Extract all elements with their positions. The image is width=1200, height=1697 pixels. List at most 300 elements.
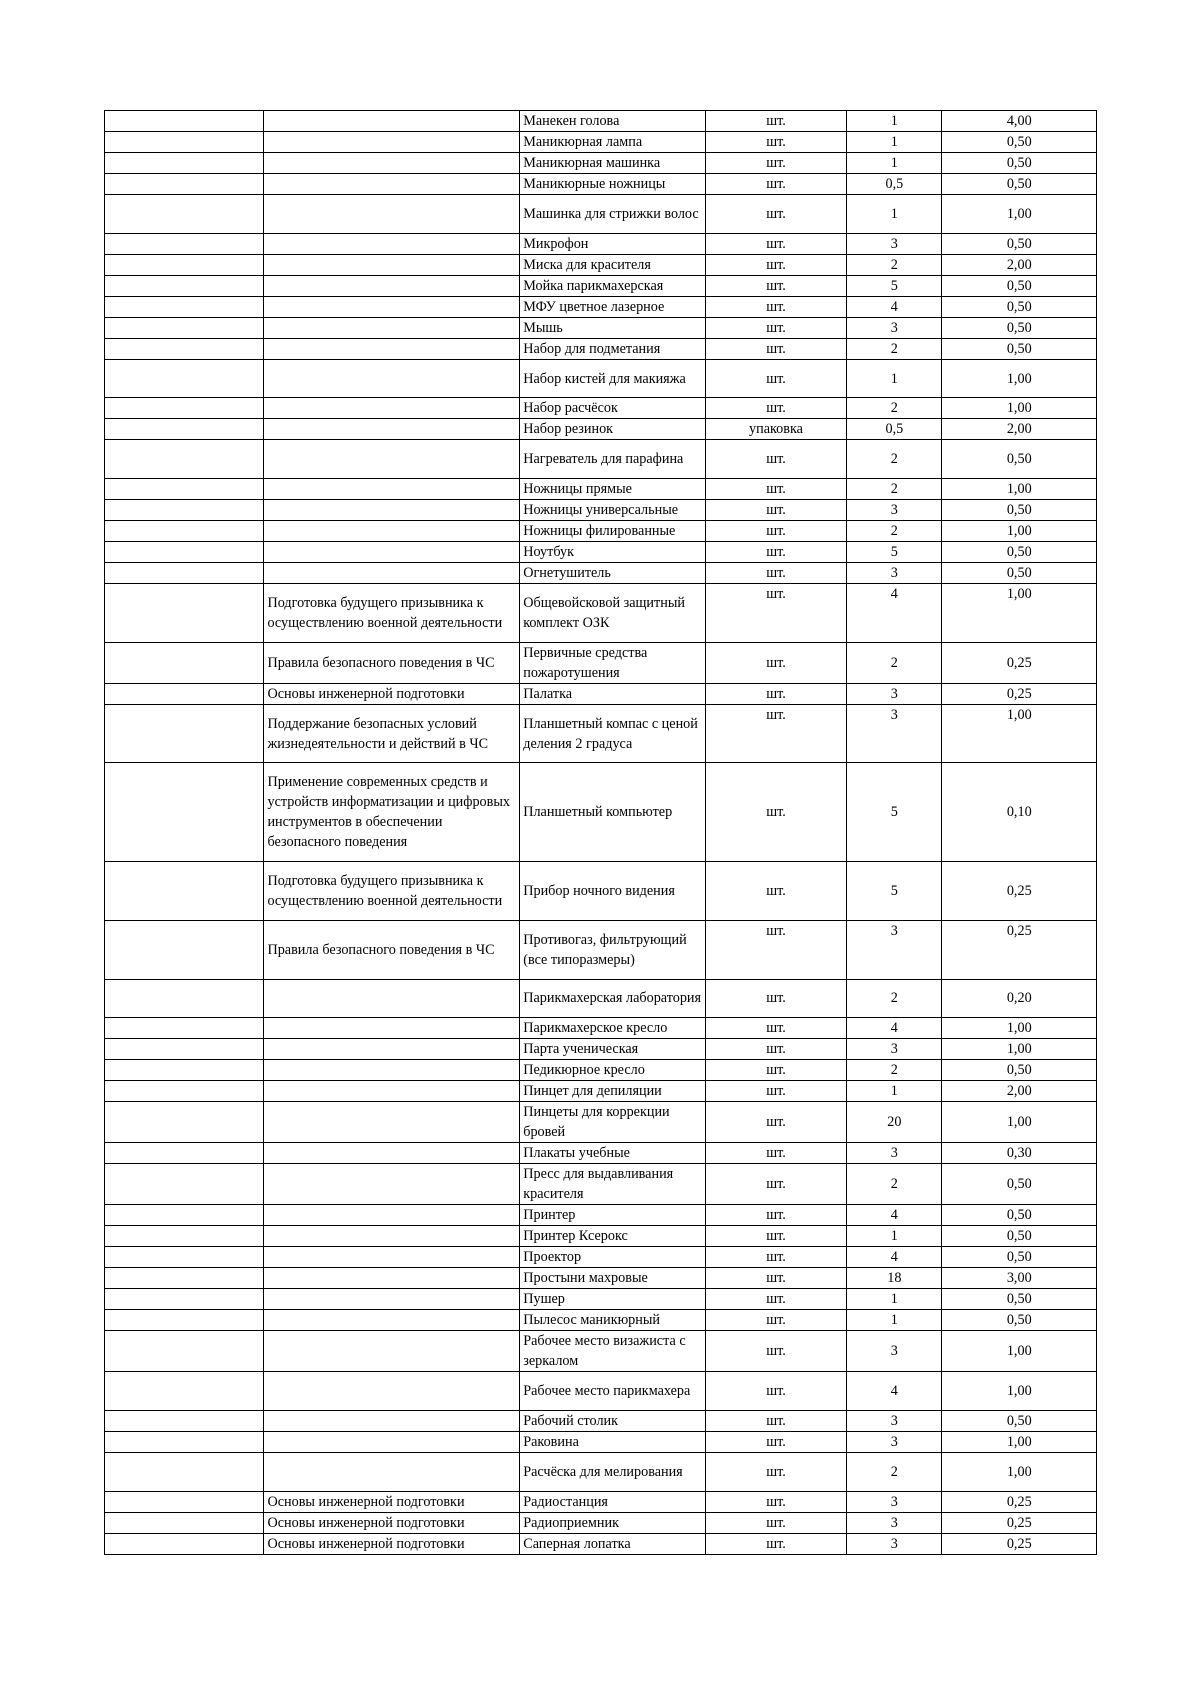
quantity-cell: 4: [847, 1372, 942, 1411]
table-row: [105, 254, 1097, 275]
row-index-cell: [105, 233, 264, 254]
unit-cell: шт.: [705, 440, 846, 479]
item-name-cell: Планшетный компьютер: [520, 763, 706, 862]
coefficient-cell: 0,50: [942, 317, 1097, 338]
section-cell: [264, 174, 520, 195]
row-index-cell: [105, 317, 264, 338]
quantity-cell: 5: [847, 763, 942, 862]
row-index-cell: [105, 1164, 264, 1205]
coefficient-cell: 0,25: [942, 1533, 1097, 1554]
quantity-cell: 18: [847, 1268, 942, 1289]
table-row: [105, 338, 1097, 359]
section-cell: [264, 338, 520, 359]
row-index-cell: [105, 1512, 264, 1533]
unit-cell: шт.: [705, 1331, 846, 1372]
unit-cell: шт.: [705, 1372, 846, 1411]
item-name-cell: Радиоприемник: [520, 1512, 706, 1533]
unit-cell: шт.: [705, 1289, 846, 1310]
item-name-cell: Маникюрная лампа: [520, 132, 706, 153]
item-name-cell: Манекен голова: [520, 111, 706, 132]
row-index-cell: [105, 398, 264, 419]
table-row: [105, 1039, 1097, 1060]
section-cell: [264, 479, 520, 500]
item-name-cell: Пинцет для депиляции: [520, 1081, 706, 1102]
item-name-cell: Саперная лопатка: [520, 1533, 706, 1554]
item-name-cell: Парикмахерское кресло: [520, 1018, 706, 1039]
quantity-cell: 0,5: [847, 174, 942, 195]
table-row: [105, 763, 1097, 862]
unit-cell: шт.: [705, 1410, 846, 1431]
row-index-cell: [105, 1247, 264, 1268]
unit-cell: шт.: [705, 1205, 846, 1226]
unit-cell: шт.: [705, 338, 846, 359]
row-index-cell: [105, 862, 264, 921]
item-name-cell: Пылесос маникюрный: [520, 1310, 706, 1331]
coefficient-cell: 3,00: [942, 1268, 1097, 1289]
item-name-cell: Рабочее место визажиста с зеркалом: [520, 1331, 706, 1372]
table-row: [105, 1247, 1097, 1268]
quantity-cell: 3: [847, 500, 942, 521]
row-index-cell: [105, 500, 264, 521]
unit-cell: шт.: [705, 704, 846, 763]
unit-cell: шт.: [705, 1452, 846, 1491]
table-row: [105, 683, 1097, 704]
coefficient-cell: 1,00: [942, 1102, 1097, 1143]
quantity-cell: 5: [847, 542, 942, 563]
item-name-cell: Пушер: [520, 1289, 706, 1310]
section-cell: [264, 419, 520, 440]
coefficient-cell: 0,50: [942, 153, 1097, 174]
section-cell: [264, 195, 520, 234]
coefficient-cell: 1,00: [942, 1331, 1097, 1372]
row-index-cell: [105, 1205, 264, 1226]
unit-cell: шт.: [705, 1268, 846, 1289]
table-row: [105, 979, 1097, 1018]
row-index-cell: [105, 1060, 264, 1081]
quantity-cell: 1: [847, 153, 942, 174]
row-index-cell: [105, 1226, 264, 1247]
row-index-cell: [105, 1039, 264, 1060]
quantity-cell: 1: [847, 359, 942, 398]
item-name-cell: МФУ цветное лазерное: [520, 296, 706, 317]
item-name-cell: Машинка для стрижки волос: [520, 195, 706, 234]
table-row: [105, 1018, 1097, 1039]
table-row: [105, 584, 1097, 643]
coefficient-cell: 1,00: [942, 1431, 1097, 1452]
quantity-cell: 1: [847, 132, 942, 153]
table-row: [105, 1331, 1097, 1372]
coefficient-cell: 0,50: [942, 542, 1097, 563]
section-cell: Правила безопасного поведения в ЧС: [264, 920, 520, 979]
coefficient-cell: 0,50: [942, 132, 1097, 153]
item-name-cell: Проектор: [520, 1247, 706, 1268]
row-index-cell: [105, 1289, 264, 1310]
quantity-cell: 4: [847, 296, 942, 317]
unit-cell: шт.: [705, 521, 846, 542]
row-index-cell: [105, 1533, 264, 1554]
quantity-cell: 1: [847, 1226, 942, 1247]
row-index-cell: [105, 419, 264, 440]
table-row: [105, 1081, 1097, 1102]
quantity-cell: 3: [847, 704, 942, 763]
unit-cell: шт.: [705, 1039, 846, 1060]
section-cell: Основы инженерной подготовки: [264, 1512, 520, 1533]
coefficient-cell: 0,50: [942, 1310, 1097, 1331]
quantity-cell: 5: [847, 862, 942, 921]
quantity-cell: 4: [847, 1205, 942, 1226]
quantity-cell: 1: [847, 111, 942, 132]
quantity-cell: 2: [847, 521, 942, 542]
table-row: [105, 542, 1097, 563]
table-row: [105, 1289, 1097, 1310]
section-cell: [264, 1310, 520, 1331]
unit-cell: шт.: [705, 296, 846, 317]
quantity-cell: 2: [847, 479, 942, 500]
table-row: [105, 1268, 1097, 1289]
unit-cell: шт.: [705, 317, 846, 338]
item-name-cell: Первичные средства пожаротушения: [520, 642, 706, 683]
coefficient-cell: 0,50: [942, 275, 1097, 296]
coefficient-cell: 1,00: [942, 704, 1097, 763]
quantity-cell: 3: [847, 683, 942, 704]
unit-cell: шт.: [705, 479, 846, 500]
row-index-cell: [105, 153, 264, 174]
item-name-cell: Мойка парикмахерская: [520, 275, 706, 296]
coefficient-cell: 0,50: [942, 1205, 1097, 1226]
unit-cell: шт.: [705, 1431, 846, 1452]
row-index-cell: [105, 296, 264, 317]
table-row: [105, 317, 1097, 338]
table-row: [105, 1452, 1097, 1491]
table-row: [105, 862, 1097, 921]
item-name-cell: Педикюрное кресло: [520, 1060, 706, 1081]
section-cell: Основы инженерной подготовки: [264, 1533, 520, 1554]
coefficient-cell: 0,20: [942, 979, 1097, 1018]
item-name-cell: Набор резинок: [520, 419, 706, 440]
quantity-cell: 3: [847, 1431, 942, 1452]
item-name-cell: Противогаз, фильтрующий (все типоразмеры): [520, 920, 706, 979]
section-cell: [264, 1102, 520, 1143]
unit-cell: шт.: [705, 1102, 846, 1143]
quantity-cell: 3: [847, 317, 942, 338]
item-name-cell: Маникюрные ножницы: [520, 174, 706, 195]
row-index-cell: [105, 275, 264, 296]
coefficient-cell: 1,00: [942, 359, 1097, 398]
coefficient-cell: 0,50: [942, 233, 1097, 254]
table-row: [105, 500, 1097, 521]
row-index-cell: [105, 1018, 264, 1039]
table-row: [105, 153, 1097, 174]
row-index-cell: [105, 111, 264, 132]
table-row: [105, 233, 1097, 254]
section-cell: [264, 132, 520, 153]
coefficient-cell: 0,25: [942, 1491, 1097, 1512]
item-name-cell: Раковина: [520, 1431, 706, 1452]
table-row: [105, 1205, 1097, 1226]
coefficient-cell: 0,50: [942, 1247, 1097, 1268]
item-name-cell: Ножницы филированные: [520, 521, 706, 542]
item-name-cell: Палатка: [520, 683, 706, 704]
coefficient-cell: 0,30: [942, 1143, 1097, 1164]
section-cell: [264, 1143, 520, 1164]
unit-cell: шт.: [705, 1143, 846, 1164]
unit-cell: упаковка: [705, 419, 846, 440]
equipment-table: [104, 110, 1097, 1555]
section-cell: [264, 254, 520, 275]
row-index-cell: [105, 338, 264, 359]
coefficient-cell: 0,50: [942, 174, 1097, 195]
table-row: [105, 1431, 1097, 1452]
section-cell: [264, 979, 520, 1018]
unit-cell: шт.: [705, 398, 846, 419]
item-name-cell: Принтер: [520, 1205, 706, 1226]
table-row: [105, 359, 1097, 398]
item-name-cell: Ноутбук: [520, 542, 706, 563]
coefficient-cell: 1,00: [942, 584, 1097, 643]
section-cell: [264, 317, 520, 338]
table-row: [105, 111, 1097, 132]
section-cell: [264, 359, 520, 398]
quantity-cell: 2: [847, 338, 942, 359]
coefficient-cell: 0,25: [942, 862, 1097, 921]
table-row: [105, 398, 1097, 419]
section-cell: [264, 1039, 520, 1060]
unit-cell: шт.: [705, 642, 846, 683]
item-name-cell: Ножницы прямые: [520, 479, 706, 500]
item-name-cell: Огнетушитель: [520, 563, 706, 584]
row-index-cell: [105, 1431, 264, 1452]
table-row: [105, 419, 1097, 440]
table-row: [105, 440, 1097, 479]
unit-cell: шт.: [705, 153, 846, 174]
coefficient-cell: 1,00: [942, 1039, 1097, 1060]
item-name-cell: Расчёска для мелирования: [520, 1452, 706, 1491]
section-cell: [264, 500, 520, 521]
equipment-table-body: [105, 111, 1097, 1555]
quantity-cell: 1: [847, 1289, 942, 1310]
item-name-cell: Общевойсковой защитный комплект ОЗК: [520, 584, 706, 643]
section-cell: [264, 111, 520, 132]
row-index-cell: [105, 542, 264, 563]
item-name-cell: Парта ученическая: [520, 1039, 706, 1060]
table-row: [105, 1164, 1097, 1205]
coefficient-cell: 0,10: [942, 763, 1097, 862]
quantity-cell: 4: [847, 1018, 942, 1039]
unit-cell: шт.: [705, 763, 846, 862]
table-row: [105, 563, 1097, 584]
quantity-cell: 1: [847, 195, 942, 234]
unit-cell: шт.: [705, 584, 846, 643]
table-row: [105, 1491, 1097, 1512]
section-cell: [264, 1081, 520, 1102]
coefficient-cell: 1,00: [942, 195, 1097, 234]
coefficient-cell: 4,00: [942, 111, 1097, 132]
unit-cell: шт.: [705, 1018, 846, 1039]
section-cell: [264, 296, 520, 317]
row-index-cell: [105, 359, 264, 398]
section-cell: Подготовка будущего призывника к осуществлению военной деятельности: [264, 862, 520, 921]
section-cell: [264, 1289, 520, 1310]
table-row: [105, 704, 1097, 763]
section-cell: [264, 153, 520, 174]
unit-cell: шт.: [705, 563, 846, 584]
section-cell: [264, 1372, 520, 1411]
unit-cell: шт.: [705, 500, 846, 521]
section-cell: Применение современных средств и устройств информатизации и цифровых инструментов в обеспечении безопасного поведения: [264, 763, 520, 862]
coefficient-cell: 0,50: [942, 1226, 1097, 1247]
quantity-cell: 2: [847, 979, 942, 1018]
section-cell: [264, 440, 520, 479]
coefficient-cell: 1,00: [942, 398, 1097, 419]
row-index-cell: [105, 1491, 264, 1512]
row-index-cell: [105, 979, 264, 1018]
table-row: [105, 1310, 1097, 1331]
section-cell: [264, 563, 520, 584]
coefficient-cell: 0,25: [942, 1512, 1097, 1533]
quantity-cell: 3: [847, 1331, 942, 1372]
quantity-cell: 5: [847, 275, 942, 296]
table-row: [105, 1410, 1097, 1431]
item-name-cell: Мышь: [520, 317, 706, 338]
row-index-cell: [105, 195, 264, 234]
unit-cell: шт.: [705, 979, 846, 1018]
quantity-cell: 4: [847, 584, 942, 643]
coefficient-cell: 0,50: [942, 1410, 1097, 1431]
unit-cell: шт.: [705, 254, 846, 275]
unit-cell: шт.: [705, 920, 846, 979]
coefficient-cell: 2,00: [942, 254, 1097, 275]
unit-cell: шт.: [705, 1081, 846, 1102]
unit-cell: шт.: [705, 275, 846, 296]
section-cell: [264, 398, 520, 419]
table-row: [105, 195, 1097, 234]
item-name-cell: Парикмахерская лаборатория: [520, 979, 706, 1018]
section-cell: Подготовка будущего призывника к осуществлению военной деятельности: [264, 584, 520, 643]
item-name-cell: Рабочий столик: [520, 1410, 706, 1431]
row-index-cell: [105, 1372, 264, 1411]
coefficient-cell: 0,50: [942, 440, 1097, 479]
quantity-cell: 3: [847, 1512, 942, 1533]
quantity-cell: 3: [847, 1410, 942, 1431]
table-row: [105, 1372, 1097, 1411]
coefficient-cell: 0,50: [942, 1164, 1097, 1205]
section-cell: [264, 521, 520, 542]
quantity-cell: 3: [847, 1143, 942, 1164]
item-name-cell: Принтер Ксерокс: [520, 1226, 706, 1247]
row-index-cell: [105, 1102, 264, 1143]
quantity-cell: 4: [847, 1247, 942, 1268]
row-index-cell: [105, 704, 264, 763]
table-row: [105, 479, 1097, 500]
item-name-cell: Плакаты учебные: [520, 1143, 706, 1164]
table-row: [105, 920, 1097, 979]
section-cell: [264, 1018, 520, 1039]
table-row: [105, 1226, 1097, 1247]
quantity-cell: 2: [847, 398, 942, 419]
table-row: [105, 174, 1097, 195]
section-cell: Поддержание безопасных условий жизнедеятельности и действий в ЧС: [264, 704, 520, 763]
coefficient-cell: 1,00: [942, 521, 1097, 542]
row-index-cell: [105, 132, 264, 153]
item-name-cell: Миска для красителя: [520, 254, 706, 275]
quantity-cell: 3: [847, 1491, 942, 1512]
unit-cell: шт.: [705, 195, 846, 234]
section-cell: [264, 542, 520, 563]
unit-cell: шт.: [705, 1533, 846, 1554]
coefficient-cell: 1,00: [942, 479, 1097, 500]
item-name-cell: Микрофон: [520, 233, 706, 254]
row-index-cell: [105, 1143, 264, 1164]
item-name-cell: Рабочее место парикмахера: [520, 1372, 706, 1411]
row-index-cell: [105, 920, 264, 979]
section-cell: [264, 275, 520, 296]
unit-cell: шт.: [705, 1060, 846, 1081]
row-index-cell: [105, 1331, 264, 1372]
quantity-cell: 3: [847, 563, 942, 584]
coefficient-cell: 0,50: [942, 563, 1097, 584]
coefficient-cell: 2,00: [942, 419, 1097, 440]
quantity-cell: 2: [847, 440, 942, 479]
row-index-cell: [105, 440, 264, 479]
row-index-cell: [105, 642, 264, 683]
coefficient-cell: 1,00: [942, 1372, 1097, 1411]
item-name-cell: Набор для подметания: [520, 338, 706, 359]
table-row: [105, 1533, 1097, 1554]
item-name-cell: Прибор ночного видения: [520, 862, 706, 921]
row-index-cell: [105, 683, 264, 704]
unit-cell: шт.: [705, 174, 846, 195]
row-index-cell: [105, 584, 264, 643]
unit-cell: шт.: [705, 233, 846, 254]
row-index-cell: [105, 521, 264, 542]
quantity-cell: 2: [847, 254, 942, 275]
item-name-cell: Ножницы универсальные: [520, 500, 706, 521]
quantity-cell: 1: [847, 1310, 942, 1331]
table-row: [105, 1102, 1097, 1143]
quantity-cell: 3: [847, 1533, 942, 1554]
table-row: [105, 132, 1097, 153]
table-row: [105, 642, 1097, 683]
section-cell: [264, 1164, 520, 1205]
coefficient-cell: 1,00: [942, 1452, 1097, 1491]
item-name-cell: Пинцеты для коррекции бровей: [520, 1102, 706, 1143]
item-name-cell: Набор расчёсок: [520, 398, 706, 419]
coefficient-cell: 0,50: [942, 296, 1097, 317]
coefficient-cell: 2,00: [942, 1081, 1097, 1102]
row-index-cell: [105, 563, 264, 584]
item-name-cell: Радиостанция: [520, 1491, 706, 1512]
item-name-cell: Набор кистей для макияжа: [520, 359, 706, 398]
section-cell: [264, 1247, 520, 1268]
quantity-cell: 20: [847, 1102, 942, 1143]
section-cell: Правила безопасного поведения в ЧС: [264, 642, 520, 683]
table-row: [105, 521, 1097, 542]
item-name-cell: Маникюрная машинка: [520, 153, 706, 174]
row-index-cell: [105, 1452, 264, 1491]
unit-cell: шт.: [705, 132, 846, 153]
row-index-cell: [105, 254, 264, 275]
unit-cell: шт.: [705, 1247, 846, 1268]
table-row: [105, 296, 1097, 317]
section-cell: [264, 1268, 520, 1289]
quantity-cell: 2: [847, 642, 942, 683]
unit-cell: шт.: [705, 111, 846, 132]
item-name-cell: Планшетный компас с ценой деления 2 градуса: [520, 704, 706, 763]
quantity-cell: 2: [847, 1452, 942, 1491]
unit-cell: шт.: [705, 1164, 846, 1205]
row-index-cell: [105, 479, 264, 500]
item-name-cell: Простыни махровые: [520, 1268, 706, 1289]
